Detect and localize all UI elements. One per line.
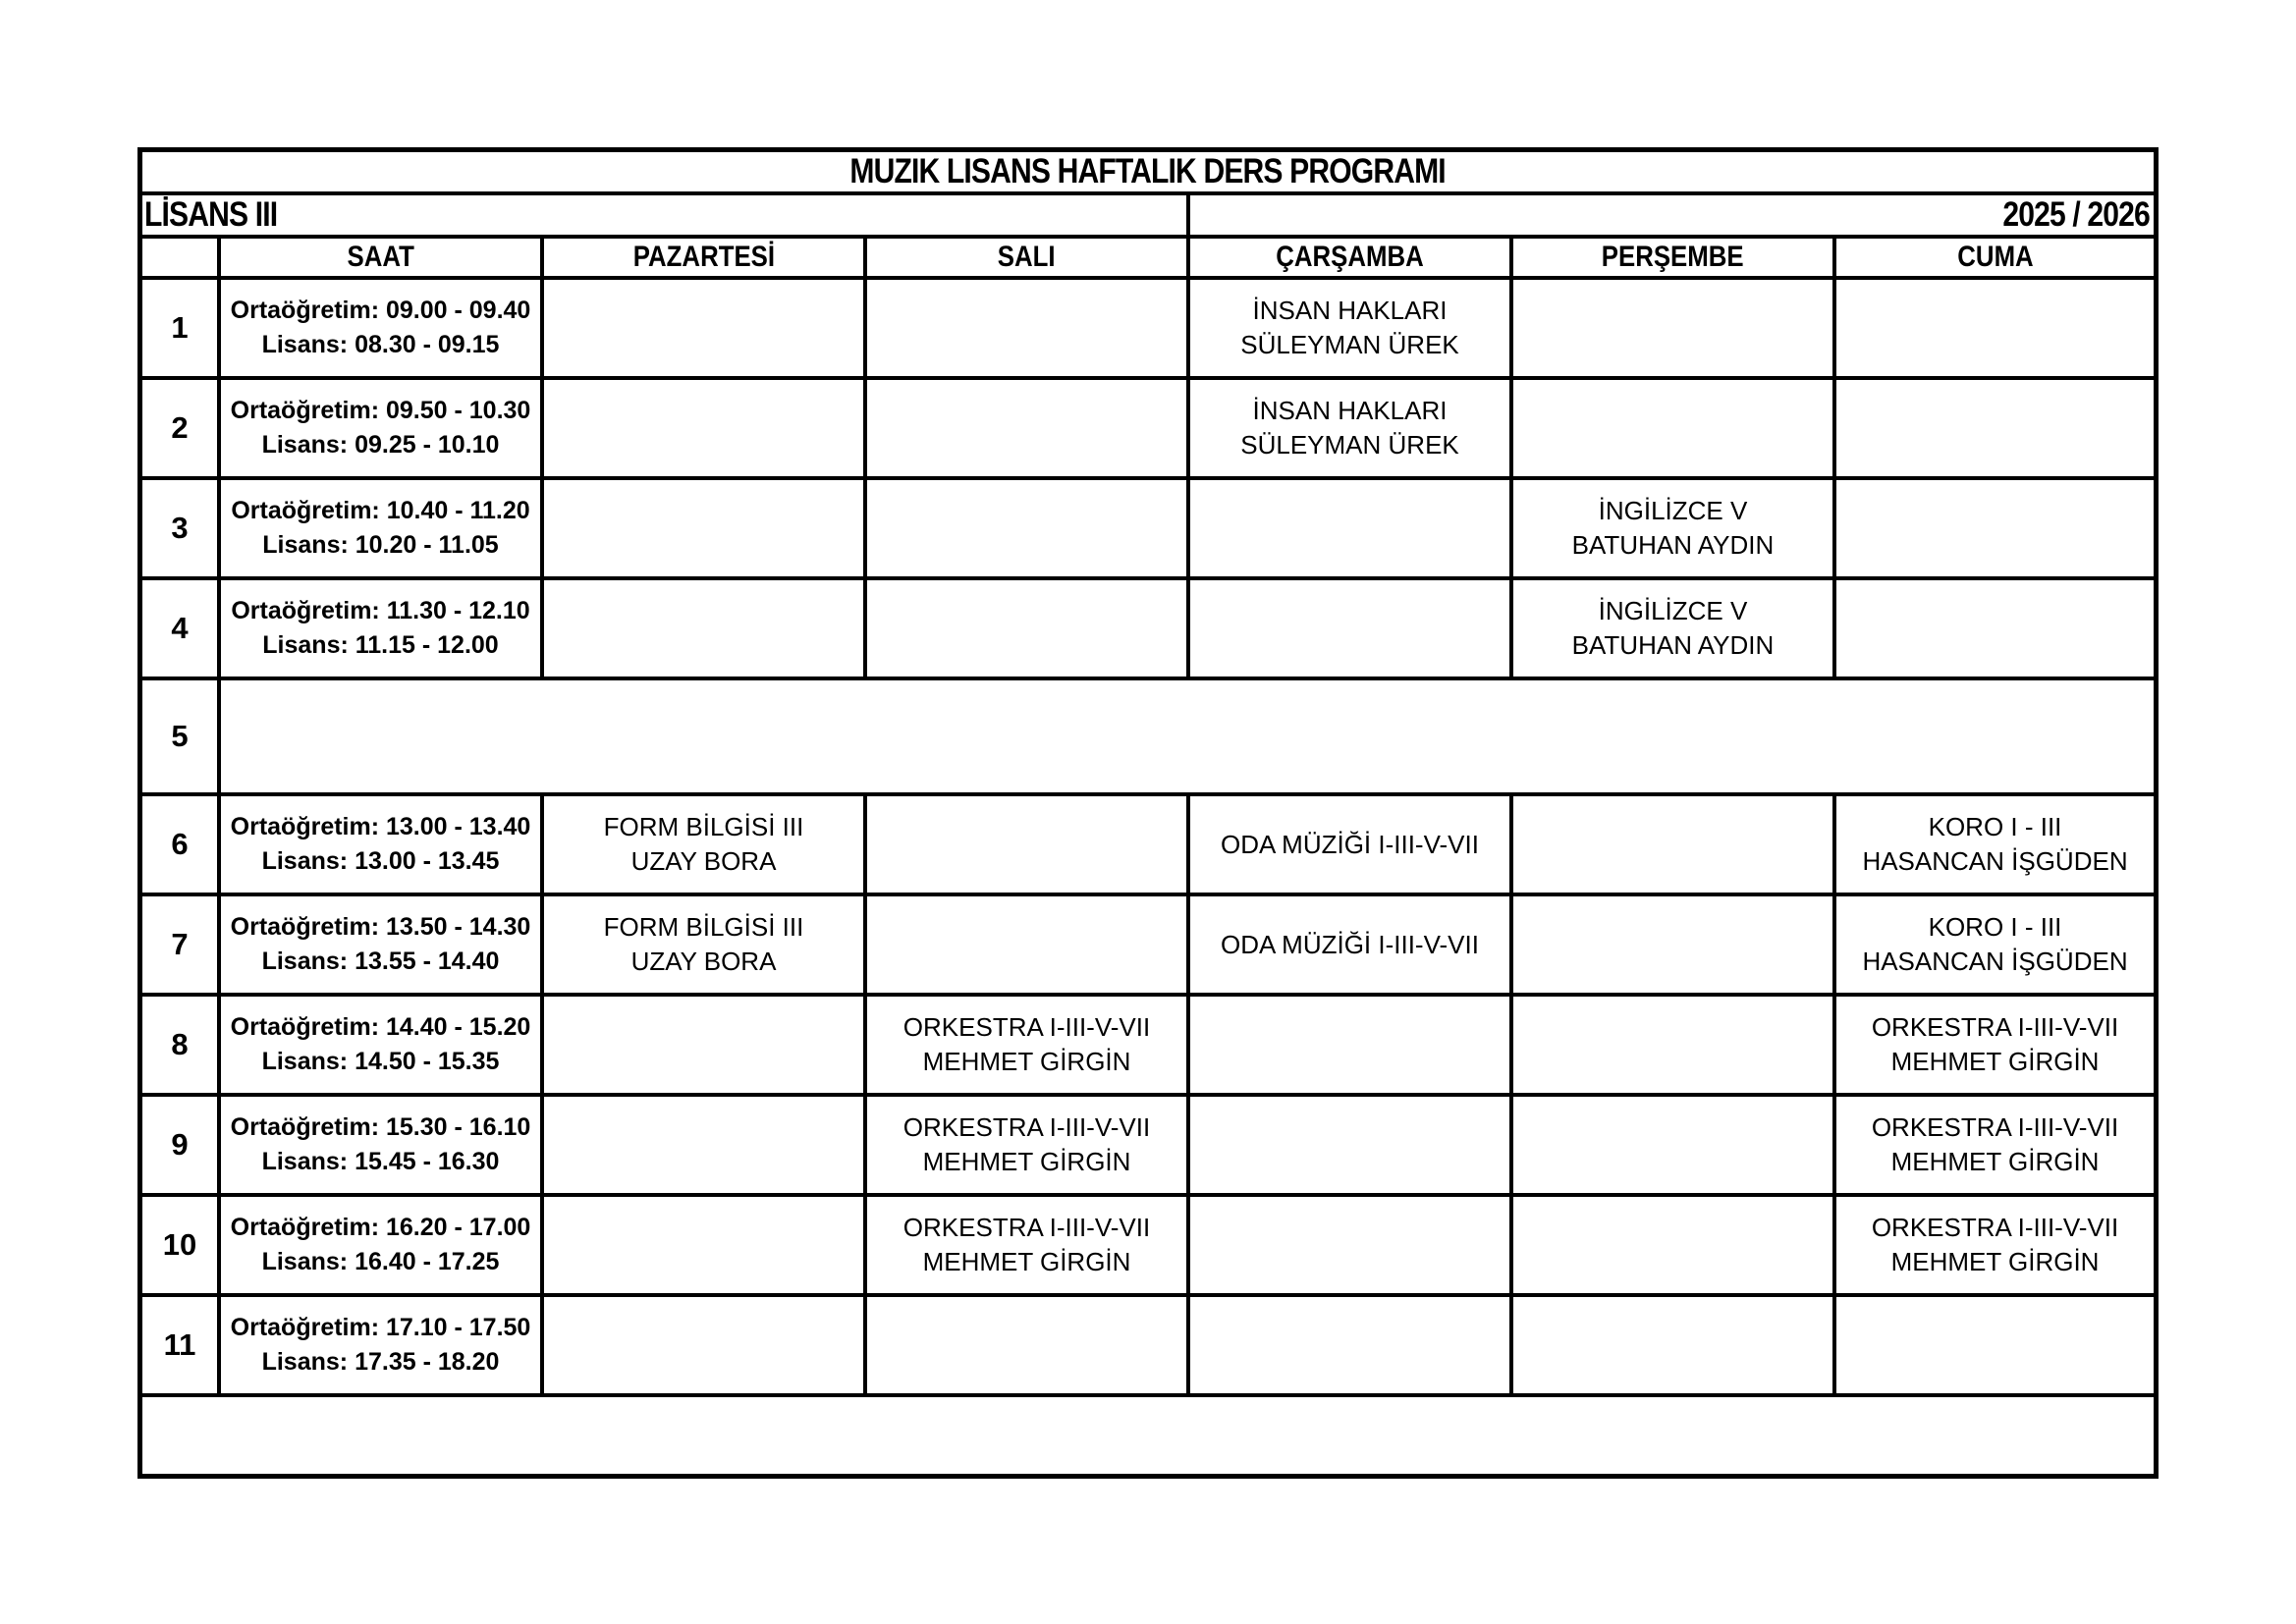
course-cell-cuma — [1834, 1195, 2154, 1295]
course-cell-pazartesi — [542, 794, 865, 894]
course-cell-carsamba — [1188, 995, 1511, 1095]
header-sali: SALI — [865, 237, 1188, 278]
instructor-name: MEHMET GİRGİN — [922, 1047, 1131, 1076]
instructor-name: UZAY BORA — [630, 947, 777, 976]
slot-row — [142, 995, 2154, 1095]
slot-number: 8 — [142, 995, 219, 1095]
slot-row — [142, 1195, 2154, 1295]
course-name: ORKESTRA I-III-V-VII — [1871, 1213, 2119, 1242]
time-cell — [219, 278, 542, 378]
course-cell-sali — [865, 995, 1188, 1095]
meta-row — [142, 193, 2154, 237]
instructor-name: UZAY BORA — [630, 846, 777, 876]
course-name: ORKESTRA I-III-V-VII — [1871, 1112, 2119, 1142]
course-cell-cuma — [1834, 794, 2154, 894]
time-cell — [219, 578, 542, 678]
time-undergraduate: Lisans: 16.40 - 17.25 — [261, 1248, 500, 1275]
time-undergraduate: Lisans: 10.20 - 11.05 — [262, 531, 499, 559]
header-carsamba: ÇARŞAMBA — [1188, 237, 1511, 278]
slot-number: 3 — [142, 478, 219, 578]
slot-number: 6 — [142, 794, 219, 894]
time-secondary-school: Ortaöğretim: 11.30 - 12.10 — [231, 597, 530, 624]
slot-number: 5 — [142, 678, 219, 794]
course-cell-persembe — [1511, 894, 1834, 995]
course-cell-pazartesi — [542, 278, 865, 378]
slot-number: 7 — [142, 894, 219, 995]
course-cell-persembe — [1511, 278, 1834, 378]
slot-row — [142, 678, 2154, 794]
slot-row — [142, 278, 2154, 378]
schedule-title: MUZIK LISANS HAFTALIK DERS PROGRAMI — [142, 152, 2154, 193]
time-secondary-school: Ortaöğretim: 09.50 - 10.30 — [230, 397, 531, 424]
time-undergraduate: Lisans: 09.25 - 10.10 — [261, 431, 500, 459]
time-secondary-school: Ortaöğretim: 16.20 - 17.00 — [230, 1214, 531, 1241]
course-name: İNGİLİZCE V — [1598, 496, 1748, 525]
time-secondary-school: Ortaöğretim: 13.50 - 14.30 — [230, 913, 531, 941]
header-saat: SAAT — [219, 237, 542, 278]
course-cell-persembe — [1511, 578, 1834, 678]
course-cell-carsamba — [1188, 1195, 1511, 1295]
course-cell-cuma — [1834, 578, 2154, 678]
course-cell-carsamba — [1188, 1095, 1511, 1195]
schedule-table — [142, 152, 2154, 1474]
course-cell-carsamba — [1188, 794, 1511, 894]
course-cell-pazartesi — [542, 1195, 865, 1295]
course-cell-pazartesi — [542, 478, 865, 578]
instructor-name: MEHMET GİRGİN — [1890, 1247, 2100, 1276]
time-secondary-school: Ortaöğretim: 15.30 - 16.10 — [230, 1113, 531, 1141]
slot-number: 2 — [142, 378, 219, 478]
slot-number: 9 — [142, 1095, 219, 1195]
course-cell-persembe — [1511, 1295, 1834, 1395]
course-cell-persembe — [1511, 794, 1834, 894]
course-cell-sali — [865, 378, 1188, 478]
course-cell-cuma — [1834, 894, 2154, 995]
header-cuma: CUMA — [1834, 237, 2154, 278]
course-name: ORKESTRA I-III-V-VII — [902, 1112, 1151, 1142]
course-cell-persembe — [1511, 1195, 1834, 1295]
time-undergraduate: Lisans: 17.35 - 18.20 — [261, 1348, 500, 1376]
instructor-name: HASANCAN İŞGÜDEN — [1862, 947, 2128, 976]
course-cell-cuma — [1834, 1095, 2154, 1195]
course-cell-sali — [865, 1295, 1188, 1395]
course-cell-cuma — [1834, 1295, 2154, 1395]
time-cell — [219, 378, 542, 478]
instructor-name: BATUHAN AYDIN — [1571, 630, 1775, 660]
time-secondary-school: Ortaöğretim: 13.00 - 13.40 — [230, 813, 531, 840]
course-cell-carsamba — [1188, 478, 1511, 578]
schedule-sheet — [137, 147, 2159, 1479]
title-row — [142, 152, 2154, 193]
course-name: ORKESTRA I-III-V-VII — [902, 1012, 1151, 1042]
header-persembe: PERŞEMBE — [1511, 237, 1834, 278]
course-name: KORO I - III — [1928, 812, 2062, 841]
course-cell-carsamba — [1188, 578, 1511, 678]
course-cell-carsamba — [1188, 278, 1511, 378]
instructor-name: BATUHAN AYDIN — [1571, 530, 1775, 560]
course-cell-cuma — [1834, 378, 2154, 478]
header-row — [142, 237, 2154, 278]
course-cell-sali — [865, 894, 1188, 995]
course-cell-pazartesi — [542, 378, 865, 478]
instructor-name: HASANCAN İŞGÜDEN — [1862, 846, 2128, 876]
course-cell-sali — [865, 794, 1188, 894]
footer-cell — [142, 1395, 2154, 1474]
course-cell-pazartesi — [542, 1095, 865, 1195]
time-cell — [219, 794, 542, 894]
course-cell-sali — [865, 278, 1188, 378]
course-cell-pazartesi — [542, 894, 865, 995]
time-undergraduate: Lisans: 08.30 - 09.15 — [261, 331, 500, 358]
course-cell-carsamba — [1188, 894, 1511, 995]
instructor-name: MEHMET GİRGİN — [922, 1147, 1131, 1176]
course-cell-sali — [865, 1095, 1188, 1195]
time-cell — [219, 1095, 542, 1195]
course-cell-cuma — [1834, 995, 2154, 1095]
class-label: LİSANS III — [142, 193, 1188, 237]
time-undergraduate: Lisans: 15.45 - 16.30 — [261, 1148, 500, 1175]
instructor-name: SÜLEYMAN ÜREK — [1240, 430, 1459, 460]
course-cell-sali — [865, 1195, 1188, 1295]
course-cell-carsamba — [1188, 378, 1511, 478]
course-cell-sali — [865, 478, 1188, 578]
header-blank — [142, 237, 219, 278]
time-cell — [219, 995, 542, 1095]
course-name: ODA MÜZİĞİ I-III-V-VII — [1221, 929, 1479, 959]
academic-year: 2025 / 2026 — [1188, 193, 2154, 237]
time-undergraduate: Lisans: 14.50 - 15.35 — [261, 1048, 500, 1075]
course-cell-pazartesi — [542, 995, 865, 1095]
instructor-name: MEHMET GİRGİN — [1890, 1147, 2100, 1176]
footer-row — [142, 1395, 2154, 1474]
time-undergraduate: Lisans: 13.55 - 14.40 — [261, 947, 500, 975]
slot-row — [142, 794, 2154, 894]
course-name: İNSAN HAKLARI — [1252, 396, 1448, 425]
course-name: ORKESTRA I-III-V-VII — [1871, 1012, 2119, 1042]
course-name: KORO I - III — [1928, 912, 2062, 942]
slot-row — [142, 894, 2154, 995]
course-cell-sali — [865, 578, 1188, 678]
time-cell — [219, 478, 542, 578]
course-name: İNSAN HAKLARI — [1252, 296, 1448, 325]
slot-row — [142, 578, 2154, 678]
course-name: FORM BİLGİSİ III — [603, 812, 804, 841]
course-cell-cuma — [1834, 478, 2154, 578]
course-cell-persembe — [1511, 1095, 1834, 1195]
course-cell-cuma — [1834, 278, 2154, 378]
instructor-name: SÜLEYMAN ÜREK — [1240, 330, 1459, 359]
time-secondary-school: Ortaöğretim: 09.00 - 09.40 — [230, 297, 531, 324]
time-secondary-school: Ortaöğretim: 17.10 - 17.50 — [230, 1314, 531, 1341]
course-name: ORKESTRA I-III-V-VII — [902, 1213, 1151, 1242]
time-cell — [219, 894, 542, 995]
course-cell-pazartesi — [542, 578, 865, 678]
slot-number: 4 — [142, 578, 219, 678]
time-secondary-school: Ortaöğretim: 14.40 - 15.20 — [230, 1013, 531, 1041]
time-cell — [219, 1195, 542, 1295]
course-name: İNGİLİZCE V — [1598, 596, 1748, 625]
slot-row — [142, 1295, 2154, 1395]
course-cell-persembe — [1511, 478, 1834, 578]
course-cell-persembe — [1511, 995, 1834, 1095]
course-cell-pazartesi — [542, 1295, 865, 1395]
header-pazartesi: PAZARTESİ — [542, 237, 865, 278]
course-cell-persembe — [1511, 378, 1834, 478]
course-name: ODA MÜZİĞİ I-III-V-VII — [1221, 829, 1479, 859]
slot-row — [142, 378, 2154, 478]
instructor-name: MEHMET GİRGİN — [1890, 1047, 2100, 1076]
slot-row — [142, 1095, 2154, 1195]
instructor-name: MEHMET GİRGİN — [922, 1247, 1131, 1276]
lunch-break-cell — [219, 678, 2154, 794]
slot-number: 10 — [142, 1195, 219, 1295]
course-cell-carsamba — [1188, 1295, 1511, 1395]
time-undergraduate: Lisans: 11.15 - 12.00 — [262, 631, 499, 659]
slot-number: 11 — [142, 1295, 219, 1395]
slot-row — [142, 478, 2154, 578]
time-cell — [219, 1295, 542, 1395]
time-undergraduate: Lisans: 13.00 - 13.45 — [261, 847, 500, 875]
course-name: FORM BİLGİSİ III — [603, 912, 804, 942]
time-secondary-school: Ortaöğretim: 10.40 - 11.20 — [231, 497, 530, 524]
slot-number: 1 — [142, 278, 219, 378]
